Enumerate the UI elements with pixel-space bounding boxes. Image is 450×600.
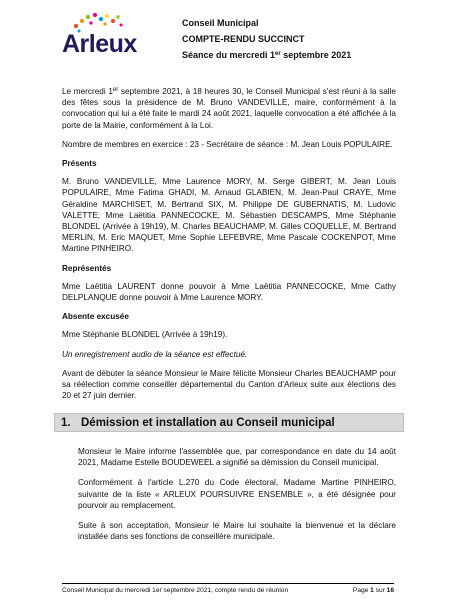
section-1-heading xyxy=(54,413,404,432)
section-1-body xyxy=(78,446,396,551)
intro-pre: Le mercredi 1 xyxy=(62,87,113,96)
absente-list: Mme Stéphanie BLONDEL (Arrivée à 19h19). xyxy=(62,330,228,340)
section-1-paragraph-2: Conformément à l'article L.270 du Code électoral, Madame Martine PINHEIRO, suivante de la liste « ARLEUX POURSUIVRE ENSEMBLE », a été désignée pour pourvoir au remplacement. xyxy=(78,478,396,510)
presents-list: M. Bruno VANDEVILLE, Mme Laurence MORY, M. Serge GIBERT, M. Jean Louis POPULAIRE, Mme Fatima GHADI, M. Arnaud GLABIEN, M. Jean-Paul CRAYE, Mme Géraldine MARCHISET, M. Bertrand SIX, M. Philippe DE GUBERNATIS, M. Ludovic VALETTE, Mme Laëtitia PANNECOCKE, M. Sébastien DESCAMPS, Mme Stéphanie BLONDEL (Arrivée à 19h19), M. Charles BEAUCHAMP, M. Gilles COQUELLE, M. Bertrand MERLIN, M. Eric MAQUET, Mme Sophie LEFEBVRE, Mme Pascale COCKENPOT, Mme Martine PINHEIRO. xyxy=(62,177,396,254)
audio-note: Un enregistrement audio de la séance est effectué. xyxy=(62,349,248,359)
page-footer xyxy=(62,583,394,596)
representes-heading: Représentés xyxy=(62,263,112,273)
document-body xyxy=(62,86,396,409)
intro-sup: er xyxy=(112,87,119,93)
page-number xyxy=(353,585,394,597)
logo-wordmark: Arleux xyxy=(62,30,137,58)
session-date-pre: Séance du mercredi 1 xyxy=(182,50,276,60)
arleux-logo xyxy=(62,12,142,62)
representes-list: Mme Laëtitia LAURENT donne pouvoir à Mme Laëtitia PANNECOCKE, Mme Cathy DELPLANQUE donne pouvoir à Mme Laurence MORY. xyxy=(62,281,396,303)
header-report-type: COMPTE-RENDU SUCCINCT xyxy=(182,34,305,44)
footer-title: Conseil Municipal du mercredi 1er septembre 2021, compte rendu de réunion xyxy=(62,587,289,594)
session-date-sup: er xyxy=(275,51,281,57)
section-1-paragraph-3: Suite à son acceptation, Monsieur le Maire lui souhaite la bienvenue et la déclare installée dans ses fonctions de conseillère municipale. xyxy=(78,521,396,542)
members-count: Nombre de membres en exercice : 23 - Secrétaire de séance : M. Jean Louis POPULAIRE. xyxy=(62,139,393,149)
page-label: Page xyxy=(352,587,371,594)
intro-paragraph xyxy=(62,86,396,131)
preamble-paragraph: Avant de débuter la séance Monsieur le Maire félicite Monsieur Charles BEAUCHAMP pour sa réélection comme conseiller départemental du Canton d'Arleux suite aux élections des 20 et 27 juin dernier. xyxy=(62,368,396,401)
absente-heading: Absente excusée xyxy=(62,312,129,322)
page-total: 16 xyxy=(386,587,394,594)
document-header xyxy=(182,15,351,63)
section-1-paragraph-1: Monsieur le Maire informe l'assemblée que, par correspondance en date du 14 août 2021, Madame Estelle BOUDEWEEL a signifié sa démission du Conseil municipal. xyxy=(78,447,396,468)
header-session-date xyxy=(182,47,351,63)
section-number: 1. xyxy=(61,417,71,429)
presents-heading: Présents xyxy=(62,159,97,169)
session-date-post: septembre 2021 xyxy=(280,50,352,60)
intro-post: septembre 2021, à 18 heures 30, le Conseil Municipal s'est réuni à la salle des fêtes sous la présidence de M. Bruno VANDEVILLE, maire, conformément à la convocation qui lui a été faite le mardi 24 août 2021, laquelle convocation a été affichée à la porte de la Mairie, conformément à la Loi. xyxy=(62,87,396,130)
header-council: Conseil Municipal xyxy=(182,18,259,28)
page-sep: sur xyxy=(373,587,387,594)
page-current: 1 xyxy=(370,587,374,594)
section-title: Démission et installation au Conseil municipal xyxy=(81,417,335,429)
